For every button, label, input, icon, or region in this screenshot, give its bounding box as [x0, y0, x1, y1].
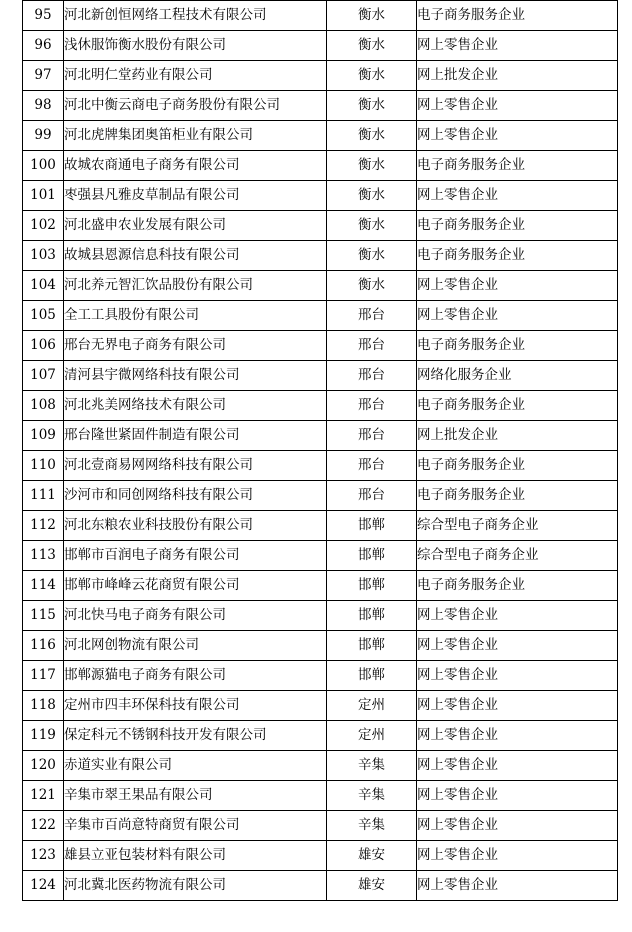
- city-name: 邯郸: [327, 511, 417, 541]
- enterprise-type: 网上零售企业: [417, 631, 618, 661]
- enterprise-type: 电子商务服务企业: [417, 451, 618, 481]
- city-name: 衡水: [327, 181, 417, 211]
- company-name: 雄县立亚包装材料有限公司: [64, 841, 327, 871]
- enterprise-type: 网络化服务企业: [417, 361, 618, 391]
- company-name: 邯郸市百润电子商务有限公司: [64, 541, 327, 571]
- row-number: 118: [23, 691, 64, 721]
- table-row: [23, 271, 618, 301]
- row-number: 112: [23, 511, 64, 541]
- city-name: 衡水: [327, 151, 417, 181]
- company-name: 全工工具股份有限公司: [64, 301, 327, 331]
- company-name: 定州市四丰环保科技有限公司: [64, 691, 327, 721]
- company-name: 河北新创恒网络工程技术有限公司: [64, 1, 327, 31]
- enterprise-type: 网上零售企业: [417, 271, 618, 301]
- row-number: 116: [23, 631, 64, 661]
- table-row: [23, 1, 618, 31]
- enterprise-type: 电子商务服务企业: [417, 211, 618, 241]
- city-name: 邢台: [327, 451, 417, 481]
- row-number: 111: [23, 481, 64, 511]
- table-row: [23, 811, 618, 841]
- table-row: [23, 871, 618, 901]
- company-name: 河北东粮农业科技股份有限公司: [64, 511, 327, 541]
- city-name: 邯郸: [327, 571, 417, 601]
- city-name: 邢台: [327, 301, 417, 331]
- city-name: 衡水: [327, 1, 417, 31]
- city-name: 衡水: [327, 61, 417, 91]
- enterprise-type: 电子商务服务企业: [417, 331, 618, 361]
- city-name: 定州: [327, 721, 417, 751]
- row-number: 120: [23, 751, 64, 781]
- row-number: 99: [23, 121, 64, 151]
- enterprise-type: 网上批发企业: [417, 421, 618, 451]
- enterprise-type: 网上零售企业: [417, 121, 618, 151]
- company-name: 河北虎牌集团奥笛柜业有限公司: [64, 121, 327, 151]
- table-row: [23, 421, 618, 451]
- row-number: 113: [23, 541, 64, 571]
- table-row: [23, 301, 618, 331]
- table-row: [23, 181, 618, 211]
- enterprise-type: 网上零售企业: [417, 601, 618, 631]
- city-name: 邯郸: [327, 601, 417, 631]
- city-name: 辛集: [327, 811, 417, 841]
- row-number: 101: [23, 181, 64, 211]
- row-number: 110: [23, 451, 64, 481]
- company-name: 赤道实业有限公司: [64, 751, 327, 781]
- enterprise-type: 网上零售企业: [417, 301, 618, 331]
- row-number: 107: [23, 361, 64, 391]
- company-name: 河北养元智汇饮品股份有限公司: [64, 271, 327, 301]
- row-number: 121: [23, 781, 64, 811]
- row-number: 108: [23, 391, 64, 421]
- row-number: 124: [23, 871, 64, 901]
- company-name: 浅休服饰衡水股份有限公司: [64, 31, 327, 61]
- company-name: 辛集市百尚意特商贸有限公司: [64, 811, 327, 841]
- enterprise-type: 网上零售企业: [417, 721, 618, 751]
- city-name: 定州: [327, 691, 417, 721]
- company-name: 河北盛申农业发展有限公司: [64, 211, 327, 241]
- city-name: 邢台: [327, 361, 417, 391]
- row-number: 117: [23, 661, 64, 691]
- city-name: 辛集: [327, 751, 417, 781]
- enterprise-type: 网上零售企业: [417, 91, 618, 121]
- city-name: 衡水: [327, 31, 417, 61]
- company-name: 清河县宇微网络科技有限公司: [64, 361, 327, 391]
- row-number: 123: [23, 841, 64, 871]
- row-number: 96: [23, 31, 64, 61]
- table-row: [23, 331, 618, 361]
- company-name: 邯郸市峰峰云花商贸有限公司: [64, 571, 327, 601]
- city-name: 邯郸: [327, 541, 417, 571]
- company-name: 枣强县凡雅皮草制品有限公司: [64, 181, 327, 211]
- company-name: 河北快马电子商务有限公司: [64, 601, 327, 631]
- table-row: [23, 451, 618, 481]
- row-number: 98: [23, 91, 64, 121]
- table-row: [23, 751, 618, 781]
- enterprise-type: 电子商务服务企业: [417, 241, 618, 271]
- table-row: [23, 661, 618, 691]
- table-row: [23, 631, 618, 661]
- table-body: [23, 1, 618, 901]
- city-name: 邯郸: [327, 661, 417, 691]
- enterprise-type: 电子商务服务企业: [417, 151, 618, 181]
- city-name: 邯郸: [327, 631, 417, 661]
- row-number: 105: [23, 301, 64, 331]
- enterprise-type: 网上零售企业: [417, 841, 618, 871]
- table-row: [23, 151, 618, 181]
- city-name: 邢台: [327, 481, 417, 511]
- city-name: 邢台: [327, 421, 417, 451]
- city-name: 衡水: [327, 241, 417, 271]
- row-number: 109: [23, 421, 64, 451]
- table-row: [23, 121, 618, 151]
- row-number: 115: [23, 601, 64, 631]
- table-row: [23, 841, 618, 871]
- enterprise-type: 网上零售企业: [417, 781, 618, 811]
- company-name: 河北冀北医药物流有限公司: [64, 871, 327, 901]
- table-row: [23, 31, 618, 61]
- table-row: [23, 61, 618, 91]
- row-number: 97: [23, 61, 64, 91]
- company-name: 河北明仁堂药业有限公司: [64, 61, 327, 91]
- row-number: 103: [23, 241, 64, 271]
- table-row: [23, 721, 618, 751]
- company-name: 河北中衡云商电子商务股份有限公司: [64, 91, 327, 121]
- table-row: [23, 691, 618, 721]
- enterprise-type: 网上零售企业: [417, 31, 618, 61]
- company-name: 邢台无界电子商务有限公司: [64, 331, 327, 361]
- table-row: [23, 511, 618, 541]
- row-number: 119: [23, 721, 64, 751]
- row-number: 106: [23, 331, 64, 361]
- enterprise-type: 网上零售企业: [417, 871, 618, 901]
- table-row: [23, 781, 618, 811]
- table-row: [23, 541, 618, 571]
- city-name: 衡水: [327, 91, 417, 121]
- city-name: 衡水: [327, 121, 417, 151]
- city-name: 邢台: [327, 331, 417, 361]
- enterprise-type: 综合型电子商务企业: [417, 541, 618, 571]
- table-row: [23, 361, 618, 391]
- company-name: 辛集市翠王果品有限公司: [64, 781, 327, 811]
- city-name: 邢台: [327, 391, 417, 421]
- company-name: 故城农商通电子商务有限公司: [64, 151, 327, 181]
- company-name: 故城县恩源信息科技有限公司: [64, 241, 327, 271]
- row-number: 122: [23, 811, 64, 841]
- enterprise-type: 网上批发企业: [417, 61, 618, 91]
- enterprise-type: 网上零售企业: [417, 811, 618, 841]
- table-row: [23, 481, 618, 511]
- company-name: 保定科元不锈钢科技开发有限公司: [64, 721, 327, 751]
- enterprise-type: 网上零售企业: [417, 751, 618, 781]
- enterprise-type: 电子商务服务企业: [417, 571, 618, 601]
- company-name: 河北兆美网络技术有限公司: [64, 391, 327, 421]
- row-number: 100: [23, 151, 64, 181]
- row-number: 104: [23, 271, 64, 301]
- table-row: [23, 391, 618, 421]
- table-row: [23, 211, 618, 241]
- row-number: 102: [23, 211, 64, 241]
- company-name: 河北壹商易网网络科技有限公司: [64, 451, 327, 481]
- table-row: [23, 571, 618, 601]
- company-name: 邢台隆世紧固件制造有限公司: [64, 421, 327, 451]
- company-name: 沙河市和同创网络科技有限公司: [64, 481, 327, 511]
- enterprise-type: 网上零售企业: [417, 181, 618, 211]
- company-name: 邯郸源猫电子商务有限公司: [64, 661, 327, 691]
- city-name: 雄安: [327, 841, 417, 871]
- enterprise-type: 电子商务服务企业: [417, 481, 618, 511]
- row-number: 95: [23, 1, 64, 31]
- city-name: 衡水: [327, 211, 417, 241]
- row-number: 114: [23, 571, 64, 601]
- city-name: 雄安: [327, 871, 417, 901]
- enterprise-type: 综合型电子商务企业: [417, 511, 618, 541]
- table-row: [23, 241, 618, 271]
- table-row: [23, 601, 618, 631]
- enterprise-type: 电子商务服务企业: [417, 1, 618, 31]
- city-name: 辛集: [327, 781, 417, 811]
- enterprise-type: 网上零售企业: [417, 661, 618, 691]
- city-name: 衡水: [327, 271, 417, 301]
- table-row: [23, 91, 618, 121]
- enterprise-table: [22, 0, 618, 901]
- company-name: 河北网创物流有限公司: [64, 631, 327, 661]
- enterprise-type: 网上零售企业: [417, 691, 618, 721]
- enterprise-type: 电子商务服务企业: [417, 391, 618, 421]
